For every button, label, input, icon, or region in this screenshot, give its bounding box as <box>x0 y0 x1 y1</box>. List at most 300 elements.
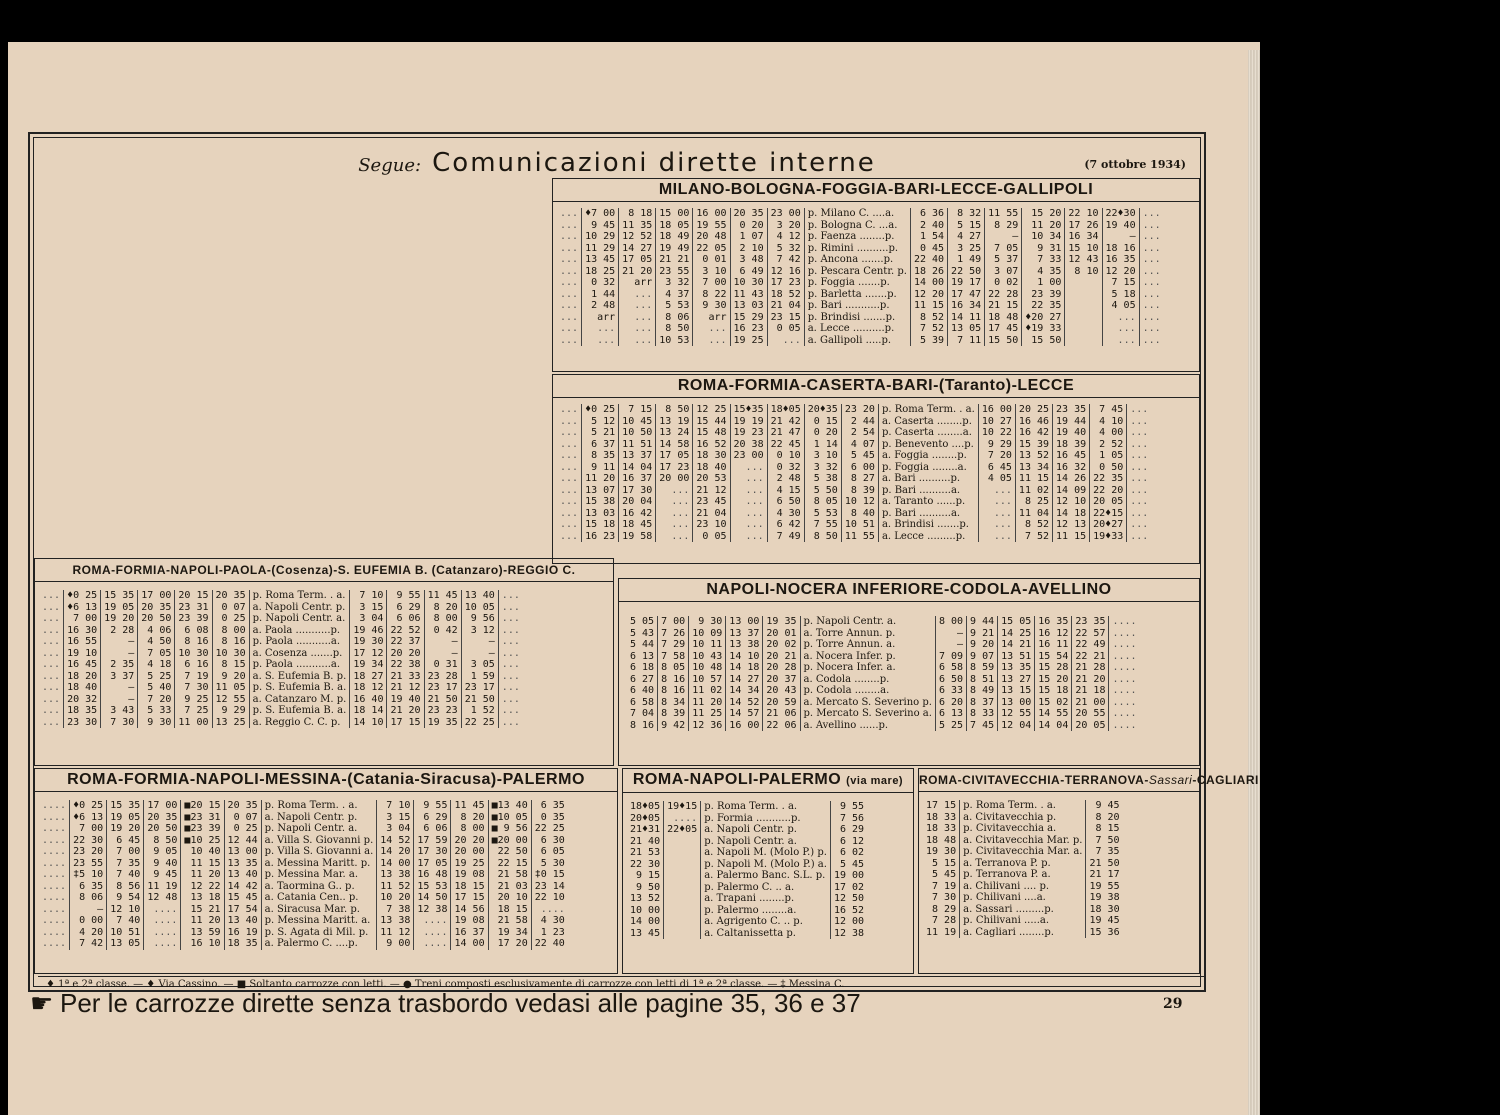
table-cell: ■10 05 <box>488 812 531 824</box>
table-cell: a. Caserta ........p. <box>878 416 978 428</box>
table-cell: 13 24 <box>656 427 693 439</box>
table-cell <box>664 928 701 940</box>
table-cell: 8 16 <box>630 719 655 731</box>
table-cell: ... <box>498 717 523 729</box>
table-cell: ... <box>619 289 656 301</box>
table-cell: ... <box>1127 473 1152 485</box>
table-cell: 21 40 <box>630 835 661 847</box>
table-cell: ... <box>560 507 579 519</box>
table-cell: 15 35 <box>107 800 144 812</box>
table-cell: 18 40 <box>693 462 730 474</box>
table-cell: 0 07 <box>224 812 261 824</box>
table-cell: 7 20 <box>978 450 1015 462</box>
table-cell: 22 40 <box>531 938 568 950</box>
table-row <box>39 705 523 717</box>
table-cell: 2 48 <box>767 473 804 485</box>
table-cell: 7 15 <box>1102 277 1139 289</box>
table-cell: 22 10 <box>531 892 568 904</box>
table-cell: 14 57 <box>726 708 763 720</box>
section-title-italic: Sassari <box>1148 773 1193 787</box>
table-row <box>627 662 1140 674</box>
table-cell: 6 49 <box>730 266 767 278</box>
table-cell: ... <box>560 519 579 530</box>
table-cell: 12 13 <box>1053 519 1090 531</box>
table-cell: 9 29 <box>212 705 249 717</box>
table-cell: 7 19 <box>175 671 212 683</box>
table-cell: 17 15 <box>451 892 488 904</box>
table-cell: 12 38 <box>414 904 451 916</box>
table-cell: 8 37 <box>967 697 998 709</box>
table-cell: p. Villa S. Giovanni a. <box>261 846 377 858</box>
table-cell: 10 30 <box>730 277 767 289</box>
table-cell: 20 35 <box>144 812 181 824</box>
table-cell: 16 45 <box>1053 450 1090 462</box>
table-cell: ... <box>1127 462 1152 474</box>
table-cell <box>1065 312 1102 324</box>
table-cell: 18 30 <box>1086 904 1123 916</box>
table-row <box>557 266 1164 278</box>
table-cell: 19 55 <box>693 220 730 232</box>
table-cell: 5 40 <box>138 682 175 694</box>
table-cell: ■ 9 56 <box>488 823 531 835</box>
table-cell: 18 33 <box>926 823 957 834</box>
table-cell: p. Civitavecchia Mar. a. <box>960 846 1086 858</box>
table-cell: ... <box>1127 439 1152 451</box>
table-cell: 11 35 <box>619 220 656 232</box>
table-cell: 14 04 <box>1035 720 1072 732</box>
table-cell: 5 05 <box>630 616 655 627</box>
table-cell: 11 45 <box>424 590 461 602</box>
table-cell: 10 57 <box>689 674 726 686</box>
table-cell: 10 30 <box>175 648 212 660</box>
table-row <box>557 289 1164 301</box>
table-row <box>557 254 1164 266</box>
table-cell: 19 35 <box>424 717 461 729</box>
table-cell: ... <box>560 334 579 346</box>
table-cell: a. Trapani ........p. <box>701 893 831 905</box>
table-cell: 14 00 <box>630 916 661 927</box>
table-cell: 20 38 <box>730 439 767 451</box>
table-cell: 10 43 <box>689 651 726 663</box>
table-cell: 21 20 <box>387 705 424 717</box>
table-cell: 16 10 <box>181 938 224 950</box>
table-cell: 5 18 <box>1102 289 1139 301</box>
table-cell: 16 42 <box>619 508 656 520</box>
table-cell: p. Napoli M. (Molo P.) a. <box>701 859 831 871</box>
table-row <box>557 439 1151 451</box>
table-cell: 8 15 <box>212 659 249 671</box>
table-cell: 11 15 <box>1015 473 1052 485</box>
table-row <box>923 927 1123 939</box>
table-cell: 6 13 <box>935 708 966 720</box>
table-cell: ... <box>619 323 656 335</box>
table-cell: ♦20 27 <box>1022 312 1065 324</box>
table-cell: p. Torre Annun. a. <box>800 639 935 651</box>
table-cell: 14 00 <box>451 938 488 950</box>
table-cell: 15 00 <box>656 208 693 220</box>
table-cell: 0 50 <box>1090 462 1127 474</box>
table-cell: ... <box>560 208 579 219</box>
table-cell: ... <box>560 473 579 484</box>
table-cell: 12 20 <box>910 289 947 301</box>
table-cell: 9 11 <box>582 462 619 474</box>
table-cell: 17 00 <box>144 800 181 812</box>
table-cell: 7 19 <box>932 880 957 892</box>
table-cell: ... <box>767 335 804 347</box>
table-cell: 19 34 <box>488 927 531 939</box>
table-cell: a. Agrigento C. .. p. <box>701 916 831 928</box>
table-cell: ♦0 25 <box>64 590 101 602</box>
table-cell: 7 49 <box>767 531 804 543</box>
table-cell <box>664 859 701 871</box>
table-row <box>39 915 568 927</box>
table-cell: 0 07 <box>212 602 249 614</box>
table-cell: 15 20 <box>1035 674 1072 686</box>
table-row <box>557 496 1151 508</box>
table-cell: p. Milano C. ....a. <box>804 208 910 220</box>
table-cell: 17 54 <box>224 904 261 916</box>
table-row <box>627 824 867 836</box>
table-cell: ... <box>560 415 579 427</box>
table-cell: ... <box>656 519 693 531</box>
table-cell: .... <box>1109 639 1140 651</box>
table-cell: ... <box>656 531 693 543</box>
table-cell: 22 52 <box>387 625 424 637</box>
table-cell: a. Palermo Banc. S.L. p. <box>701 870 831 882</box>
table-cell: 21 12 <box>693 485 730 497</box>
table-cell: ... <box>1139 254 1164 266</box>
table-cell: 3 48 <box>730 254 767 266</box>
table-cell: ♦7 00 <box>582 208 619 220</box>
table-cell: 19 40 <box>1053 427 1090 439</box>
section-title-suffix: (via mare) <box>846 775 904 787</box>
table-cell: 22 45 <box>767 439 804 451</box>
table-cell <box>1065 289 1102 301</box>
table-cell: 7 35 <box>107 858 144 870</box>
table-cell: 15 39 <box>1015 439 1052 451</box>
table-cell: ■13 40 <box>488 800 531 812</box>
table-cell: 8 59 <box>967 662 998 674</box>
table-cell: 16 52 <box>693 439 730 451</box>
table-cell: 6 37 <box>582 439 619 451</box>
table-cell: — <box>1102 231 1139 243</box>
section-title: NAPOLI-NOCERA INFERIORE-CODOLA-AVELLINO <box>619 579 1199 602</box>
table-row <box>923 881 1123 893</box>
table-cell: a. Cagliari ........p. <box>960 927 1086 939</box>
table-cell: 15 20 <box>1022 208 1065 220</box>
table-cell: 19 44 <box>1053 416 1090 428</box>
table-cell: 9 55 <box>387 590 424 602</box>
table-cell: 6 29 <box>414 812 451 824</box>
table-cell: 3 25 <box>948 243 985 255</box>
table-cell: 5 45 <box>841 450 878 462</box>
table-cell: 13 18 <box>181 892 224 904</box>
table-cell: ... <box>42 682 61 693</box>
table-cell: 8 20 <box>424 602 461 614</box>
table-cell: ... <box>560 219 579 231</box>
table-cell: 22 38 <box>387 659 424 671</box>
table-cell: 19 00 <box>830 870 867 882</box>
table-cell: 19 08 <box>451 915 488 927</box>
table-cell: ... <box>1139 208 1164 220</box>
footnotes: ♦ 1ª e 2ª classe. — ♦ Via Cassino. — ■ Soltanto carrozze con letti. — ● Treni composti esclusivamente di carrozze con letti di 1ª e 2ª classe. — ‡ Messina C. <box>38 976 1204 992</box>
table-cell: 17 05 <box>656 450 693 462</box>
table-cell: p. Paola ...........a. <box>249 659 350 671</box>
table-cell: .... <box>1109 720 1140 732</box>
table-cell: 8 49 <box>967 685 998 697</box>
table-row <box>923 812 1123 824</box>
table-cell: ... <box>560 288 579 300</box>
table-cell: a. Bari ..........p. <box>878 473 978 485</box>
table-cell: 20 59 <box>763 697 800 709</box>
table-cell: 7 55 <box>804 519 841 531</box>
table-cell: 6 16 <box>175 659 212 671</box>
table-cell: 7 50 <box>1086 835 1123 847</box>
table-cell: 7 30 <box>932 892 957 903</box>
table-cell: 15 28 <box>1035 662 1072 674</box>
table-cell: 9 55 <box>414 800 451 812</box>
table-cell: 9 00 <box>377 938 414 950</box>
timetable <box>923 800 1123 938</box>
table-cell: 18 15 <box>488 904 531 916</box>
table-cell: ... <box>42 647 61 659</box>
table-cell: 8 50 <box>656 404 693 416</box>
table-cell: 23 31 <box>175 602 212 614</box>
table-cell: 7 25 <box>175 705 212 717</box>
table-cell: 23 55 <box>70 858 107 870</box>
table-cell: 18 26 <box>910 266 947 278</box>
table-cell: ... <box>582 335 619 347</box>
table-cell: 15 50 <box>985 335 1022 347</box>
table-cell: 10 53 <box>656 335 693 347</box>
table-cell: 21 12 <box>387 682 424 694</box>
table-cell: 3 04 <box>377 823 414 835</box>
table-cell: — <box>101 636 138 648</box>
table-cell: .... <box>42 926 67 938</box>
table-cell: 7 58 <box>658 651 689 663</box>
table-cell: a. Lecce ..........p. <box>804 323 910 335</box>
table-cell: 20♦27 <box>1090 519 1127 531</box>
table-cell: 6 27 <box>630 673 655 685</box>
timetable-inner <box>33 137 1259 990</box>
table-cell: 5 37 <box>985 254 1022 266</box>
table-cell: .... <box>42 800 67 811</box>
table-cell: 11 15 <box>181 858 224 870</box>
table-cell: 0 01 <box>693 254 730 266</box>
table-cell: 6 35 <box>70 881 107 893</box>
table-cell: 13 05 <box>107 938 144 950</box>
table-cell: 14 10 <box>726 651 763 663</box>
table-cell: 11 20 <box>181 869 224 881</box>
table-cell: 7 00 <box>658 616 689 628</box>
table-cell: 21 47 <box>767 427 804 439</box>
table-cell: 21 15 <box>985 300 1022 312</box>
table-cell: 19 34 <box>350 659 387 671</box>
table-cell: 6 20 <box>935 697 966 709</box>
table-cell: 8 39 <box>658 708 689 720</box>
page-title: Comunicazioni dirette interne <box>432 148 876 178</box>
section-reggio <box>34 558 614 766</box>
table-cell: ■23 39 <box>181 823 224 835</box>
table-cell: a. Catanzaro M. p. <box>249 694 350 706</box>
table-cell: 23 55 <box>656 266 693 278</box>
table-row <box>557 277 1164 289</box>
table-cell: 19 40 <box>1102 220 1139 232</box>
table-cell: 21 50 <box>1086 858 1123 870</box>
table-cell: 18 45 <box>619 519 656 531</box>
table-cell: 20 37 <box>763 674 800 686</box>
table-cell: 16 42 <box>1015 427 1052 439</box>
table-cell: 9 56 <box>461 613 498 625</box>
table-cell: 15 48 <box>693 427 730 439</box>
table-cell: 5 39 <box>910 335 947 347</box>
table-cell: p. Foggia .......p. <box>804 277 910 289</box>
table-cell: 8 16 <box>175 636 212 648</box>
table-cell: 7 05 <box>138 648 175 660</box>
table-cell <box>1065 300 1102 312</box>
table-cell: 8 15 <box>1086 823 1123 835</box>
table-cell: 13 00 <box>726 616 763 628</box>
table-cell: 6 58 <box>935 662 966 674</box>
table-cell: 13 03 <box>730 300 767 312</box>
table-cell: 16 37 <box>619 473 656 485</box>
table-cell: 13 35 <box>998 662 1035 674</box>
table-cell: ... <box>1139 300 1164 312</box>
table-cell: 8 32 <box>948 208 985 220</box>
table-cell: 0 35 <box>531 812 568 824</box>
table-cell: p. Chilivani .....a. <box>960 915 1086 927</box>
table-cell: 1 00 <box>1022 277 1065 289</box>
table-row <box>923 869 1123 881</box>
table-row <box>557 300 1164 312</box>
table-cell: 10 27 <box>978 416 1015 428</box>
table-cell: a. S. Eufemia B. p. <box>249 671 350 683</box>
table-cell: 10 22 <box>978 427 1015 439</box>
table-cell: 18 30 <box>693 450 730 462</box>
table-cell: a. Napoli Centr. p. <box>261 812 377 824</box>
table-cell: 18 15 <box>451 881 488 893</box>
table-cell: 19 19 <box>730 416 767 428</box>
table-cell: 5 12 <box>582 416 619 428</box>
table-cell: ... <box>656 485 693 497</box>
table-cell: a. Lecce .........p. <box>878 531 978 543</box>
section-roma-lecce <box>552 374 1200 564</box>
table-cell: a. Foggia ........p. <box>878 450 978 462</box>
table-cell: 14 04 <box>619 462 656 474</box>
table-row <box>39 659 523 671</box>
section-title <box>919 769 1259 792</box>
table-row <box>627 697 1140 709</box>
table-cell: ... <box>1127 404 1152 416</box>
table-cell: 8 16 <box>658 674 689 686</box>
table-cell: 2 44 <box>841 416 878 428</box>
table-cell: 21 00 <box>1072 697 1109 709</box>
table-cell: 12 04 <box>998 720 1035 732</box>
table-cell: 20 20 <box>387 648 424 660</box>
table-cell: 5 50 <box>804 485 841 497</box>
table-cell: ... <box>1102 335 1139 347</box>
table-cell: 16 12 <box>1035 628 1072 640</box>
table-cell: .... <box>1109 708 1140 720</box>
table-row <box>627 836 867 848</box>
table-cell: 12 16 <box>767 266 804 278</box>
table-cell: 13 59 <box>181 927 224 939</box>
table-cell: ... <box>978 531 1015 543</box>
table-cell: 0 45 <box>910 243 947 255</box>
table-cell: 7 10 <box>377 800 414 812</box>
table-cell: 23 20 <box>70 846 107 858</box>
table-row <box>557 243 1164 255</box>
table-cell: 20 35 <box>212 590 249 602</box>
table-cell: 6 08 <box>175 625 212 637</box>
table-cell: ... <box>1139 323 1164 335</box>
table-cell: ■20 00 <box>488 835 531 847</box>
table-row <box>39 904 568 916</box>
table-cell: 20 35 <box>138 602 175 614</box>
table-cell: a. Palermo C. ....p. <box>261 938 377 950</box>
table-cell: ... <box>978 496 1015 508</box>
table-cell: 7 45 <box>967 720 998 732</box>
table-cell: 13 34 <box>1015 462 1052 474</box>
table-cell: a. Civitavecchia p. <box>960 812 1086 824</box>
table-cell: 22 28 <box>985 289 1022 301</box>
table-cell: 10 05 <box>461 602 498 614</box>
table-cell: p. S. Eufemia B. a. <box>249 682 350 694</box>
table-cell: 20 28 <box>763 662 800 674</box>
table-cell: .... <box>42 834 67 846</box>
table-row <box>627 893 867 905</box>
table-row <box>557 404 1151 416</box>
table-cell: 7 00 <box>70 823 107 835</box>
table-row <box>39 682 523 694</box>
table-cell: 22 06 <box>763 720 800 732</box>
table-cell: 11 05 <box>212 682 249 694</box>
table-cell: .... <box>42 903 67 915</box>
table-cell: 14 18 <box>726 662 763 674</box>
table-cell: 19 55 <box>1086 881 1123 893</box>
page-header <box>34 148 1200 178</box>
table-cell: ... <box>498 636 523 648</box>
table-cell: 14 18 <box>1053 508 1090 520</box>
table-cell: 18 33 <box>926 811 957 823</box>
table-cell: p. Roma Term. . a. <box>701 801 831 813</box>
table-cell: 3 04 <box>350 613 387 625</box>
table-cell: 0 00 <box>70 915 107 927</box>
table-cell: 22 30 <box>70 835 107 847</box>
table-row <box>557 473 1151 485</box>
table-cell: ... <box>582 323 619 335</box>
table-cell: p. Messina Mar. a. <box>261 869 377 881</box>
table-cell: ■20 15 <box>181 800 224 812</box>
table-cell: 22 20 <box>1090 485 1127 497</box>
table-cell: 17 23 <box>656 462 693 474</box>
table-cell: 19 25 <box>451 858 488 870</box>
table-cell: — <box>101 648 138 660</box>
table-cell: 6 18 <box>630 662 655 673</box>
table-cell: ♦0 25 <box>70 800 107 812</box>
table-cell: ... <box>1102 323 1139 335</box>
table-cell: 14 42 <box>224 881 261 893</box>
table-cell: 9 07 <box>967 651 998 663</box>
table-cell: 12 50 <box>830 893 867 905</box>
table-cell <box>1065 323 1102 335</box>
table-cell: ‡0 15 <box>531 869 568 881</box>
table-cell: 16 32 <box>1053 462 1090 474</box>
table-cell: 17 15 <box>387 717 424 729</box>
table-cell: 20 10 <box>488 892 531 904</box>
table-cell <box>664 916 701 928</box>
table-cell: 10 30 <box>212 648 249 660</box>
